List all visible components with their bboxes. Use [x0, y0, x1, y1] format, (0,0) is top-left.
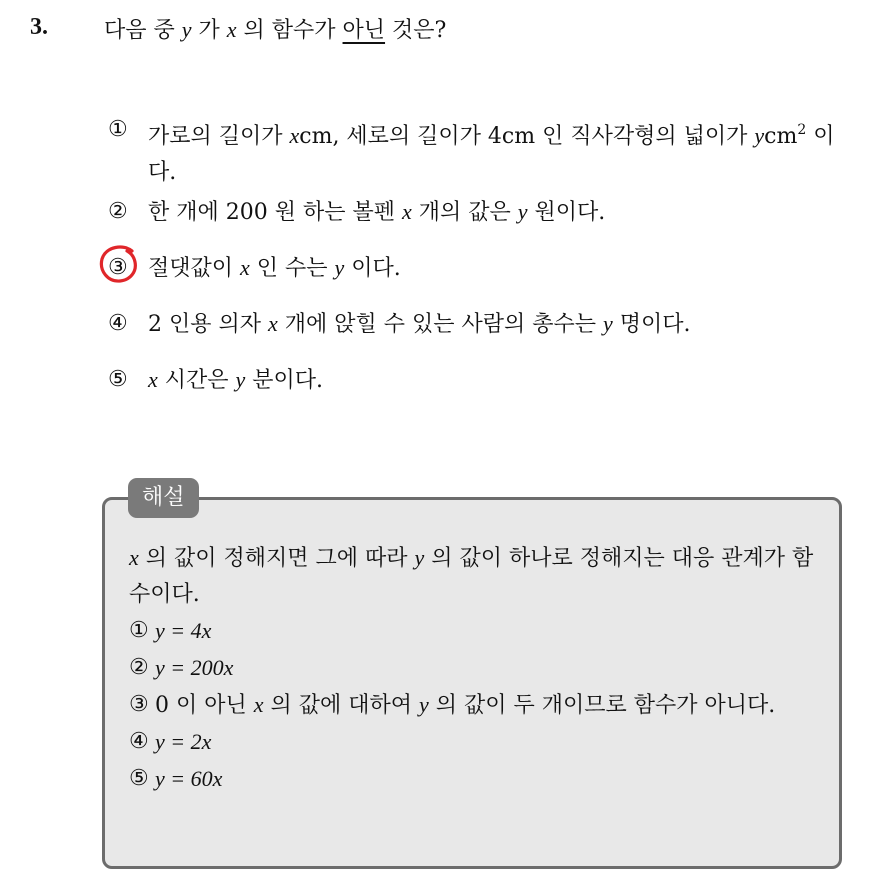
choice-list [108, 112, 848, 402]
choice-1[interactable] [108, 112, 848, 194]
solution-equation: y = 2x [155, 729, 212, 754]
question-number: 3. [30, 14, 48, 40]
solution-text: 0 이 아닌 [155, 693, 254, 718]
solution-item-1 [129, 613, 819, 650]
choice-text: 시간은 [157, 368, 236, 393]
choice-text: 명이다. [612, 312, 691, 337]
choice-text: 가로의 길이가 [148, 124, 290, 149]
choice-text: 이다. [148, 124, 835, 185]
choice-text: 개에 앉힐 수 있는 사람의 총수는 [277, 312, 603, 337]
solution-text: 의 값이 하나로 정해지는 대응 관계가 함수이다. [129, 546, 814, 607]
question-underlined: 아닌 [342, 18, 386, 43]
choice-var-x: x [268, 311, 278, 336]
choice-text: 분이다. [245, 368, 324, 393]
choice-body [148, 194, 848, 231]
choice-var-x: x [240, 255, 250, 280]
solution-item-4 [129, 724, 819, 761]
solution-intro [129, 540, 819, 613]
solution-text: 의 값에 대하여 [263, 693, 419, 718]
choice-var-x: x [289, 123, 300, 148]
question-var-y: y [181, 17, 192, 42]
choice-body [148, 306, 848, 343]
choice-mark: ② [108, 199, 128, 224]
choice-2[interactable] [108, 194, 848, 250]
choice-4[interactable] [108, 306, 848, 362]
solution-box [102, 497, 842, 869]
choice-text: 개의 값은 [411, 200, 518, 225]
solution-mark: ⑤ [129, 766, 149, 791]
question-text [104, 15, 446, 46]
solution-equation: y = 200x [155, 655, 234, 680]
solution-text: 의 값이 두 개이므로 함수가 아니다. [428, 693, 776, 718]
solution-content [129, 540, 819, 798]
solution-var-y: y [414, 545, 425, 570]
choice-3[interactable] [108, 250, 848, 306]
question-prefix: 다음 중 [104, 18, 182, 43]
choice-var-x: x [148, 367, 158, 392]
choice-var-y: y [517, 199, 528, 224]
choice-5[interactable] [108, 362, 848, 402]
choice-text: cm [764, 124, 798, 149]
choice-mark: ③ [108, 255, 128, 280]
choice-body [148, 362, 848, 399]
solution-item-3 [129, 687, 819, 724]
solution-text: 의 값이 정해지면 그에 따라 [138, 546, 415, 571]
solution-mark: ④ [129, 729, 149, 754]
choice-text: 2 인용 의자 [148, 312, 268, 337]
solution-item-5 [129, 761, 819, 798]
solution-equation: y = 60x [155, 766, 223, 791]
choice-text: 원이다. [527, 200, 606, 225]
solution-tag: 해설 [128, 478, 199, 518]
choice-var-y: y [754, 123, 765, 148]
solution-mark: ① [129, 618, 149, 643]
question-suffix: 것은? [385, 18, 447, 43]
question-mid2: 의 함수가 [236, 18, 343, 43]
choice-superscript: 2 [797, 122, 807, 138]
solution-item-2 [129, 650, 819, 687]
choice-var-y: y [603, 311, 613, 336]
choice-text: 이다. [344, 256, 401, 281]
solution-var-x: x [129, 545, 139, 570]
solution-equation: y = 4x [155, 618, 212, 643]
choice-text: 한 개에 200 원 하는 볼펜 [148, 200, 402, 225]
question-var-x: x [226, 17, 237, 42]
choice-text: 인 수는 [249, 256, 335, 281]
choice-var-y: y [334, 255, 345, 280]
choice-mark: ⑤ [108, 367, 128, 392]
solution-mark: ② [129, 655, 149, 680]
question-mid1: 가 [191, 18, 227, 43]
choice-text: cm, 세로의 길이가 4cm 인 직사각형의 넓이가 [299, 124, 755, 149]
choice-body [148, 250, 848, 287]
choice-text: 절댓값이 [148, 256, 241, 281]
choice-mark: ① [108, 117, 128, 142]
choice-var-y: y [235, 367, 246, 392]
choice-mark: ④ [108, 311, 128, 336]
choice-body [148, 112, 848, 191]
solution-mark: ③ [129, 692, 149, 717]
solution-var-x: x [253, 692, 264, 717]
choice-var-x: x [401, 199, 412, 224]
solution-var-y: y [419, 692, 429, 717]
